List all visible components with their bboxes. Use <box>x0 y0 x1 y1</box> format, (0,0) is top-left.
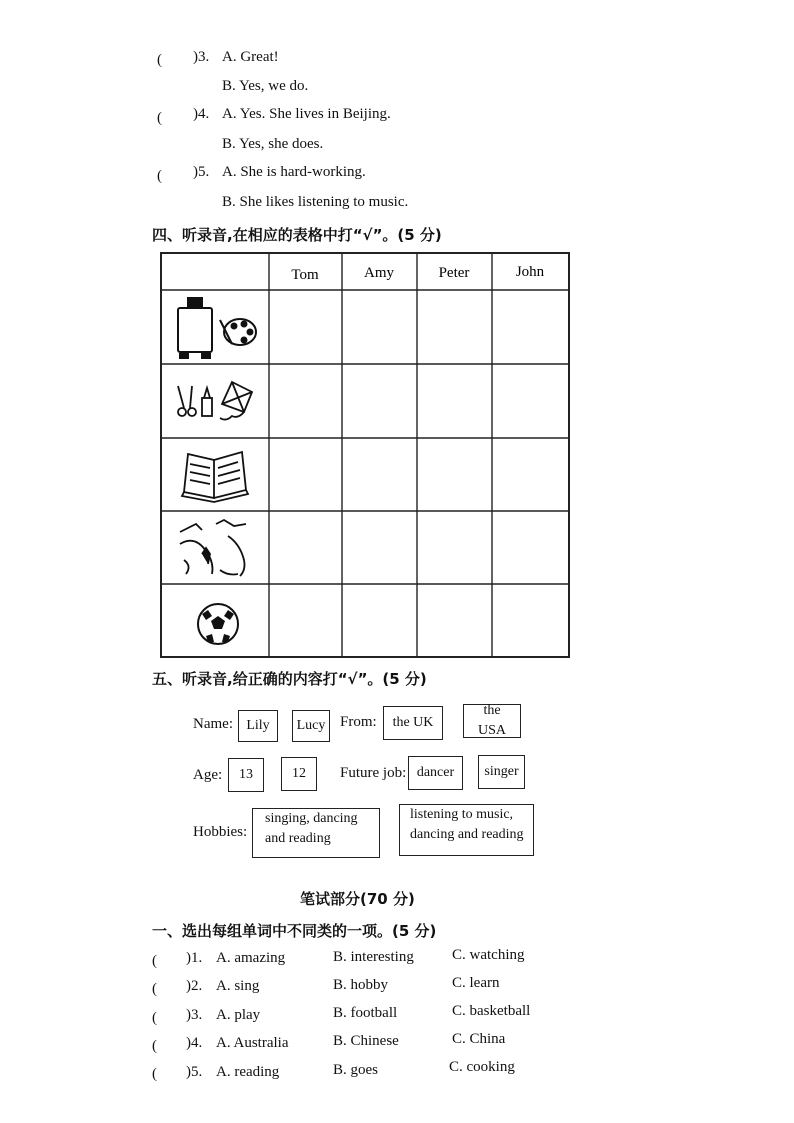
from-option-uk-text: the UK <box>392 714 434 730</box>
hobbies-label: Hobbies: <box>193 824 248 840</box>
written-2-a: A. sing <box>216 978 260 994</box>
written-heading: 笔试部分(70 分) <box>300 890 415 908</box>
job-option-dancer[interactable] <box>408 756 463 790</box>
written-paren-4[interactable]: ( <box>152 1038 157 1054</box>
answer-paren-3[interactable]: ( <box>157 52 162 68</box>
written-num-1: )1. <box>186 950 203 966</box>
written-4-a: A. Australia <box>216 1035 289 1051</box>
header-amy: Amy <box>364 265 394 281</box>
future-job-label: Future job: <box>340 765 407 781</box>
written-num-3: )3. <box>186 1007 203 1023</box>
written-num-5: )5. <box>186 1064 203 1080</box>
written-num-2: )2. <box>186 978 203 994</box>
age-option-13[interactable] <box>228 758 264 792</box>
header-john: John <box>515 264 545 280</box>
item-number-3: )3. <box>193 49 210 65</box>
section5-title: 五、听录音,给正确的内容打“√”。(5 分) <box>152 670 427 688</box>
crafts-kite-icon <box>178 382 252 420</box>
item-number-5: )5. <box>193 164 210 180</box>
name-option-lucy-text: Lucy <box>296 717 326 733</box>
job-option-singer[interactable] <box>478 755 525 789</box>
hobby-option-1[interactable] <box>252 808 380 858</box>
written-4-c: C. China <box>452 1031 506 1047</box>
option-b-5: B. She likes listening to music. <box>222 194 409 210</box>
hobby-option-2[interactable] <box>399 804 534 856</box>
option-a-4: A. Yes. She lives in Beijing. <box>222 106 391 122</box>
written-paren-5[interactable]: ( <box>152 1066 157 1082</box>
job-option-singer-text: singer <box>484 763 519 779</box>
item-number-4: )4. <box>193 106 210 122</box>
soccer-ball-icon <box>198 604 238 644</box>
painting-icon <box>178 298 256 358</box>
job-option-dancer-text: dancer <box>416 764 455 780</box>
written-5-a: A. reading <box>216 1064 280 1080</box>
option-a-3: A. Great! <box>222 49 279 65</box>
written-paren-1[interactable]: ( <box>152 953 157 969</box>
written-3-a: A. play <box>216 1007 261 1023</box>
from-label: From: <box>340 714 377 730</box>
name-option-lily-text: Lily <box>246 717 270 733</box>
option-a-5: A. She is hard-working. <box>222 164 366 180</box>
hobby-table-grid <box>162 254 568 656</box>
written-3-c: C. basketball <box>452 1003 531 1019</box>
written-5-c: C. cooking <box>449 1059 515 1075</box>
written-paren-2[interactable]: ( <box>152 981 157 997</box>
written-1-c: C. watching <box>452 947 525 963</box>
name-option-lily[interactable] <box>238 710 278 742</box>
answer-paren-5[interactable]: ( <box>157 168 162 184</box>
written-2-c: C. learn <box>452 975 500 991</box>
written-section1-title: 一、选出每组单词中不同类的一项。(5 分) <box>152 922 437 940</box>
written-5-b: B. goes <box>333 1062 378 1078</box>
from-option-usa-text: the USA <box>477 702 506 738</box>
section4-title: 四、听录音,在相应的表格中打“√”。(5 分) <box>152 226 442 244</box>
written-1-a: A. amazing <box>216 950 286 966</box>
written-3-b: B. football <box>333 1005 398 1021</box>
header-tom: Tom <box>291 267 319 283</box>
age-option-12[interactable] <box>281 757 317 791</box>
hobby-option-1-line1: singing, dancing <box>265 811 358 826</box>
header-peter: Peter <box>438 265 470 281</box>
hobby-option-2-line2: dancing and reading <box>410 827 524 843</box>
name-label: Name: <box>193 716 233 732</box>
from-option-uk[interactable] <box>383 706 443 740</box>
hobby-option-2-line1: listening to music, <box>410 807 514 822</box>
name-option-lucy[interactable] <box>292 710 330 742</box>
written-2-b: B. hobby <box>333 977 389 993</box>
age-option-13-text: 13 <box>239 766 253 782</box>
landscape-icon <box>180 520 246 576</box>
book-icon <box>182 452 248 502</box>
written-paren-3[interactable]: ( <box>152 1010 157 1026</box>
option-b-4: B. Yes, she does. <box>222 136 324 152</box>
hobby-option-1-line2: and reading <box>265 831 331 847</box>
from-option-usa[interactable] <box>463 704 521 738</box>
option-b-3: B. Yes, we do. <box>222 78 309 94</box>
age-label: Age: <box>193 767 223 783</box>
written-num-4: )4. <box>186 1035 203 1051</box>
written-1-b: B. interesting <box>333 949 414 965</box>
age-option-12-text: 12 <box>292 765 306 781</box>
answer-paren-4[interactable]: ( <box>157 110 162 126</box>
written-4-b: B. Chinese <box>333 1033 399 1049</box>
hobby-table <box>160 252 570 658</box>
